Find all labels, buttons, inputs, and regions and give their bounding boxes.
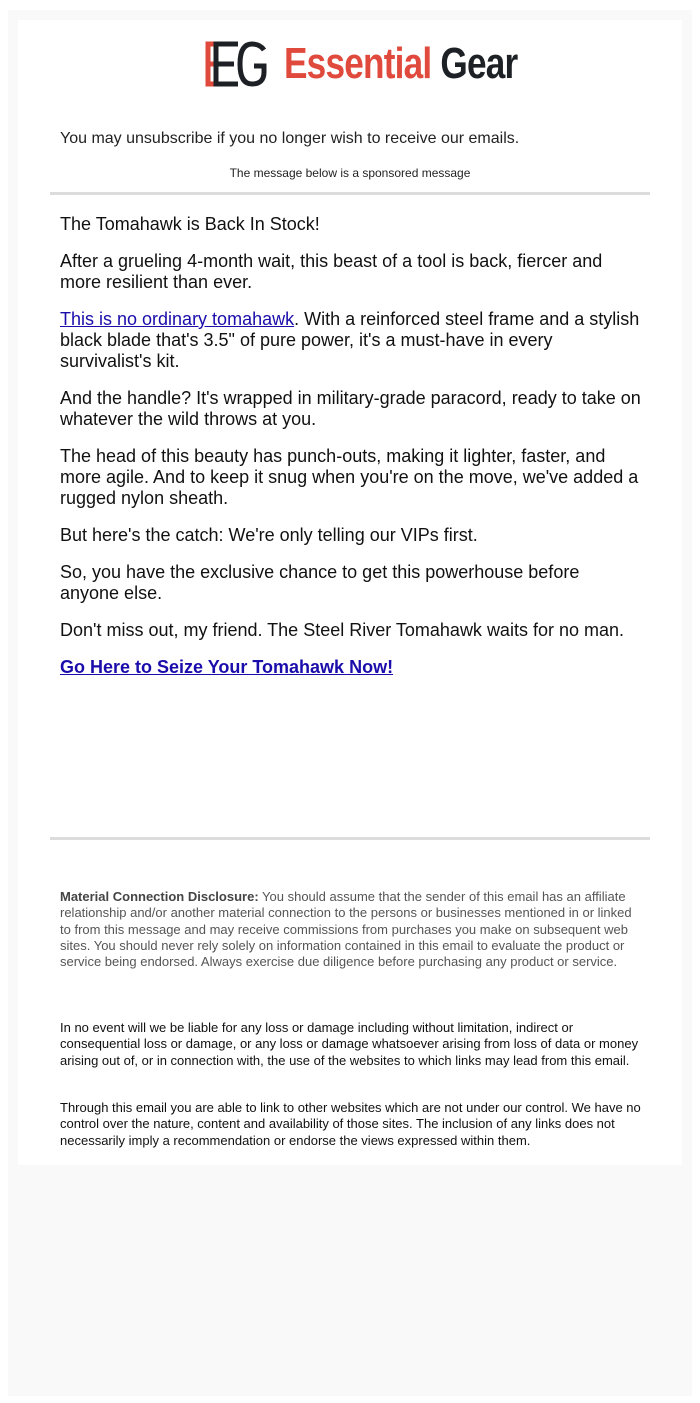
paragraph-1: After a grueling 4-month wait, this beast of a tool is back, fiercer and more resilient than ever. [60,251,603,292]
brand-logo[interactable] [204,38,576,90]
paragraph-4: The head of this beauty has punch-outs, making it lighter, faster, and more agile. And to keep it snug when you're on the move, we've added a rugged nylon sheath. [60,446,639,508]
disclosure-label: Material Connection Disclosure: [60,889,259,904]
brand-word-essential: Essential [284,39,432,88]
eg-monogram-icon [204,38,268,90]
headline: The Tomahawk is Back In Stock! [60,214,320,234]
paragraph-2 [60,309,642,372]
paragraph-2-text: . With a reinforced steel frame and a stylish black blade that's 3.5" of pure power, it's a must-have in every survivalist's kit. [60,309,640,371]
top-divider [50,192,650,195]
liability-notice: In no event will we be liable for any loss or damage including without limitation, indirect or consequential loss or damage, or any loss or damage whatsoever arising from loss of data or money arising out of, or in connection with, the use of the websites to which links may lead from this email. [60,1020,639,1068]
sponsored-notice: The message below is a sponsored message [229,166,471,180]
message-body [60,214,642,694]
paragraph-7: Don't miss out, my friend. The Steel River Tomahawk waits for no man. [60,620,624,640]
cta-link[interactable]: Go Here to Seize Your Tomahawk Now! [60,657,394,677]
ordinary-tomahawk-link[interactable]: This is no ordinary tomahawk [60,309,295,329]
brand-wordmark [284,39,517,89]
disclosure-text: You should assume that the sender of this email has an affiliate relationship and/or another material connection to the persons or businesses mentioned in or linked to from this message and may receive commissions from purchases you make on subsequent web sites. You should never rely solely on information contained in this email to evaluate the product or service being endorsed. Always exercise due diligence before purchasing any product or service. [60,889,632,970]
paragraph-5: But here's the catch: We're only telling our VIPs first. [60,525,478,545]
email-card [18,20,682,1165]
paragraph-3: And the handle? It's wrapped in military-grade paracord, ready to take on whatever the wild throws at you. [60,388,641,429]
bottom-divider [50,837,650,840]
unsubscribe-notice: You may unsubscribe if you no longer wish to receive our emails. [60,130,520,147]
brand-word-gear: Gear [440,39,518,88]
material-connection-disclosure [60,889,642,970]
paragraph-6: So, you have the exclusive chance to get this powerhouse before anyone else. [60,562,580,603]
cta-paragraph [60,657,642,678]
external-links-notice: Through this email you are able to link to other websites which are not under our control. We have no control over the nature, content and availability of those sites. The inclusion of any links does not necessarily imply a recommendation or endorse the views expressed within them. [60,1100,641,1148]
email-background [8,10,692,1396]
